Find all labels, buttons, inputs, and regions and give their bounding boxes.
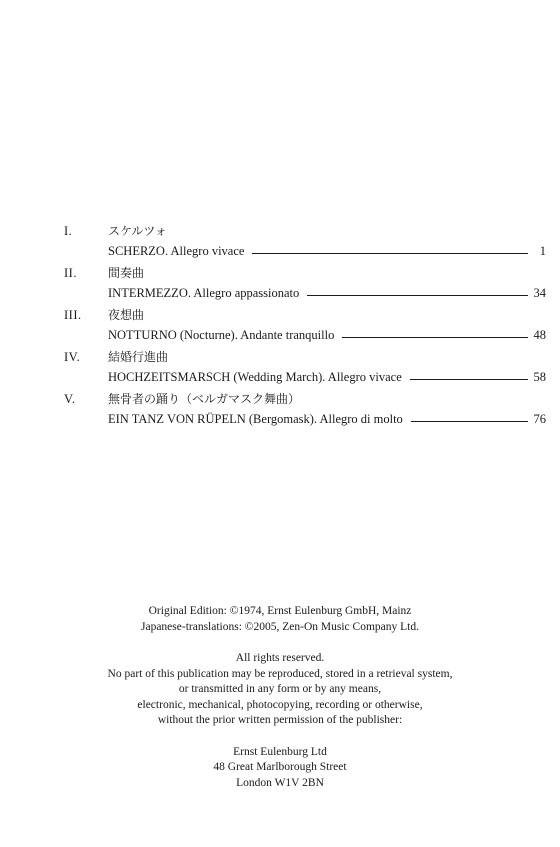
movement-title-row	[108, 284, 546, 302]
movement-title: SCHERZO. Allegro vivace	[108, 244, 245, 258]
movement-numeral: IV.	[64, 350, 81, 364]
contents-entry-2	[0, 264, 560, 306]
movement-numeral: V.	[64, 392, 76, 406]
movement-title: INTERMEZZO. Allegro appassionato	[108, 286, 300, 300]
rights-line: All rights reserved.	[235, 652, 325, 664]
rights-line: or transmitted in any form or by any means,	[178, 683, 382, 695]
movement-title-row	[108, 326, 546, 344]
edition-notice	[0, 604, 560, 635]
page-number: 34	[533, 286, 546, 300]
page-number: 48	[533, 328, 546, 342]
movement-title-row	[108, 410, 546, 428]
movement-japanese-title: スケルツォ	[108, 224, 167, 238]
movement-japanese-title: 夜想曲	[108, 308, 145, 322]
leader-line	[410, 379, 528, 380]
publisher-address	[0, 745, 560, 792]
translation-line: Japanese-translations: ©2005, Zen-On Music Company Ltd.	[141, 620, 419, 633]
movement-title-row	[108, 242, 546, 260]
publisher-street: 48 Great Marlborough Street	[213, 761, 347, 773]
page-number: 1	[539, 244, 546, 258]
publisher-name: Ernst Eulenburg Ltd	[233, 745, 327, 758]
rights-line: No part of this publication may be reproduced, stored in a retrieval system,	[107, 667, 453, 680]
contents-entry-3	[0, 306, 560, 348]
movement-numeral: I.	[64, 224, 73, 238]
edition-line: Original Edition: ©1974, Ernst Eulenburg GmbH, Mainz	[148, 605, 412, 617]
movement-japanese-title: 結婚行進曲	[108, 350, 169, 364]
rights-notice	[0, 651, 560, 729]
contents-entry-4	[0, 348, 560, 390]
movement-numeral: III.	[64, 308, 82, 322]
page-number: 58	[533, 370, 546, 384]
movement-title: NOTTURNO (Nocturne). Andante tranquillo	[108, 328, 335, 342]
movement-japanese-title: 無骨者の踊り（ベルガマスク舞曲）	[108, 392, 301, 406]
page-number: 76	[533, 412, 546, 426]
rights-line: electronic, mechanical, photocopying, recording or otherwise,	[137, 698, 423, 711]
movement-title: EIN TANZ VON RÜPELN (Bergomask). Allegro di molto	[108, 412, 403, 426]
contents-entry-1	[0, 222, 560, 264]
movement-numeral: II.	[64, 266, 77, 280]
leader-line	[307, 295, 527, 296]
leader-line	[252, 253, 528, 254]
contents-entry-5	[0, 390, 560, 432]
leader-line	[411, 421, 528, 422]
imprint-block	[0, 604, 560, 791]
leader-line	[342, 337, 527, 338]
publisher-city: London W1V 2BN	[236, 776, 324, 789]
movement-title: HOCHZEITSMARSCH (Wedding March). Allegro vivace	[108, 370, 402, 384]
movement-japanese-title: 間奏曲	[108, 266, 145, 280]
movement-title-row	[108, 368, 546, 386]
rights-line: without the prior written permission of the publisher:	[157, 714, 403, 726]
